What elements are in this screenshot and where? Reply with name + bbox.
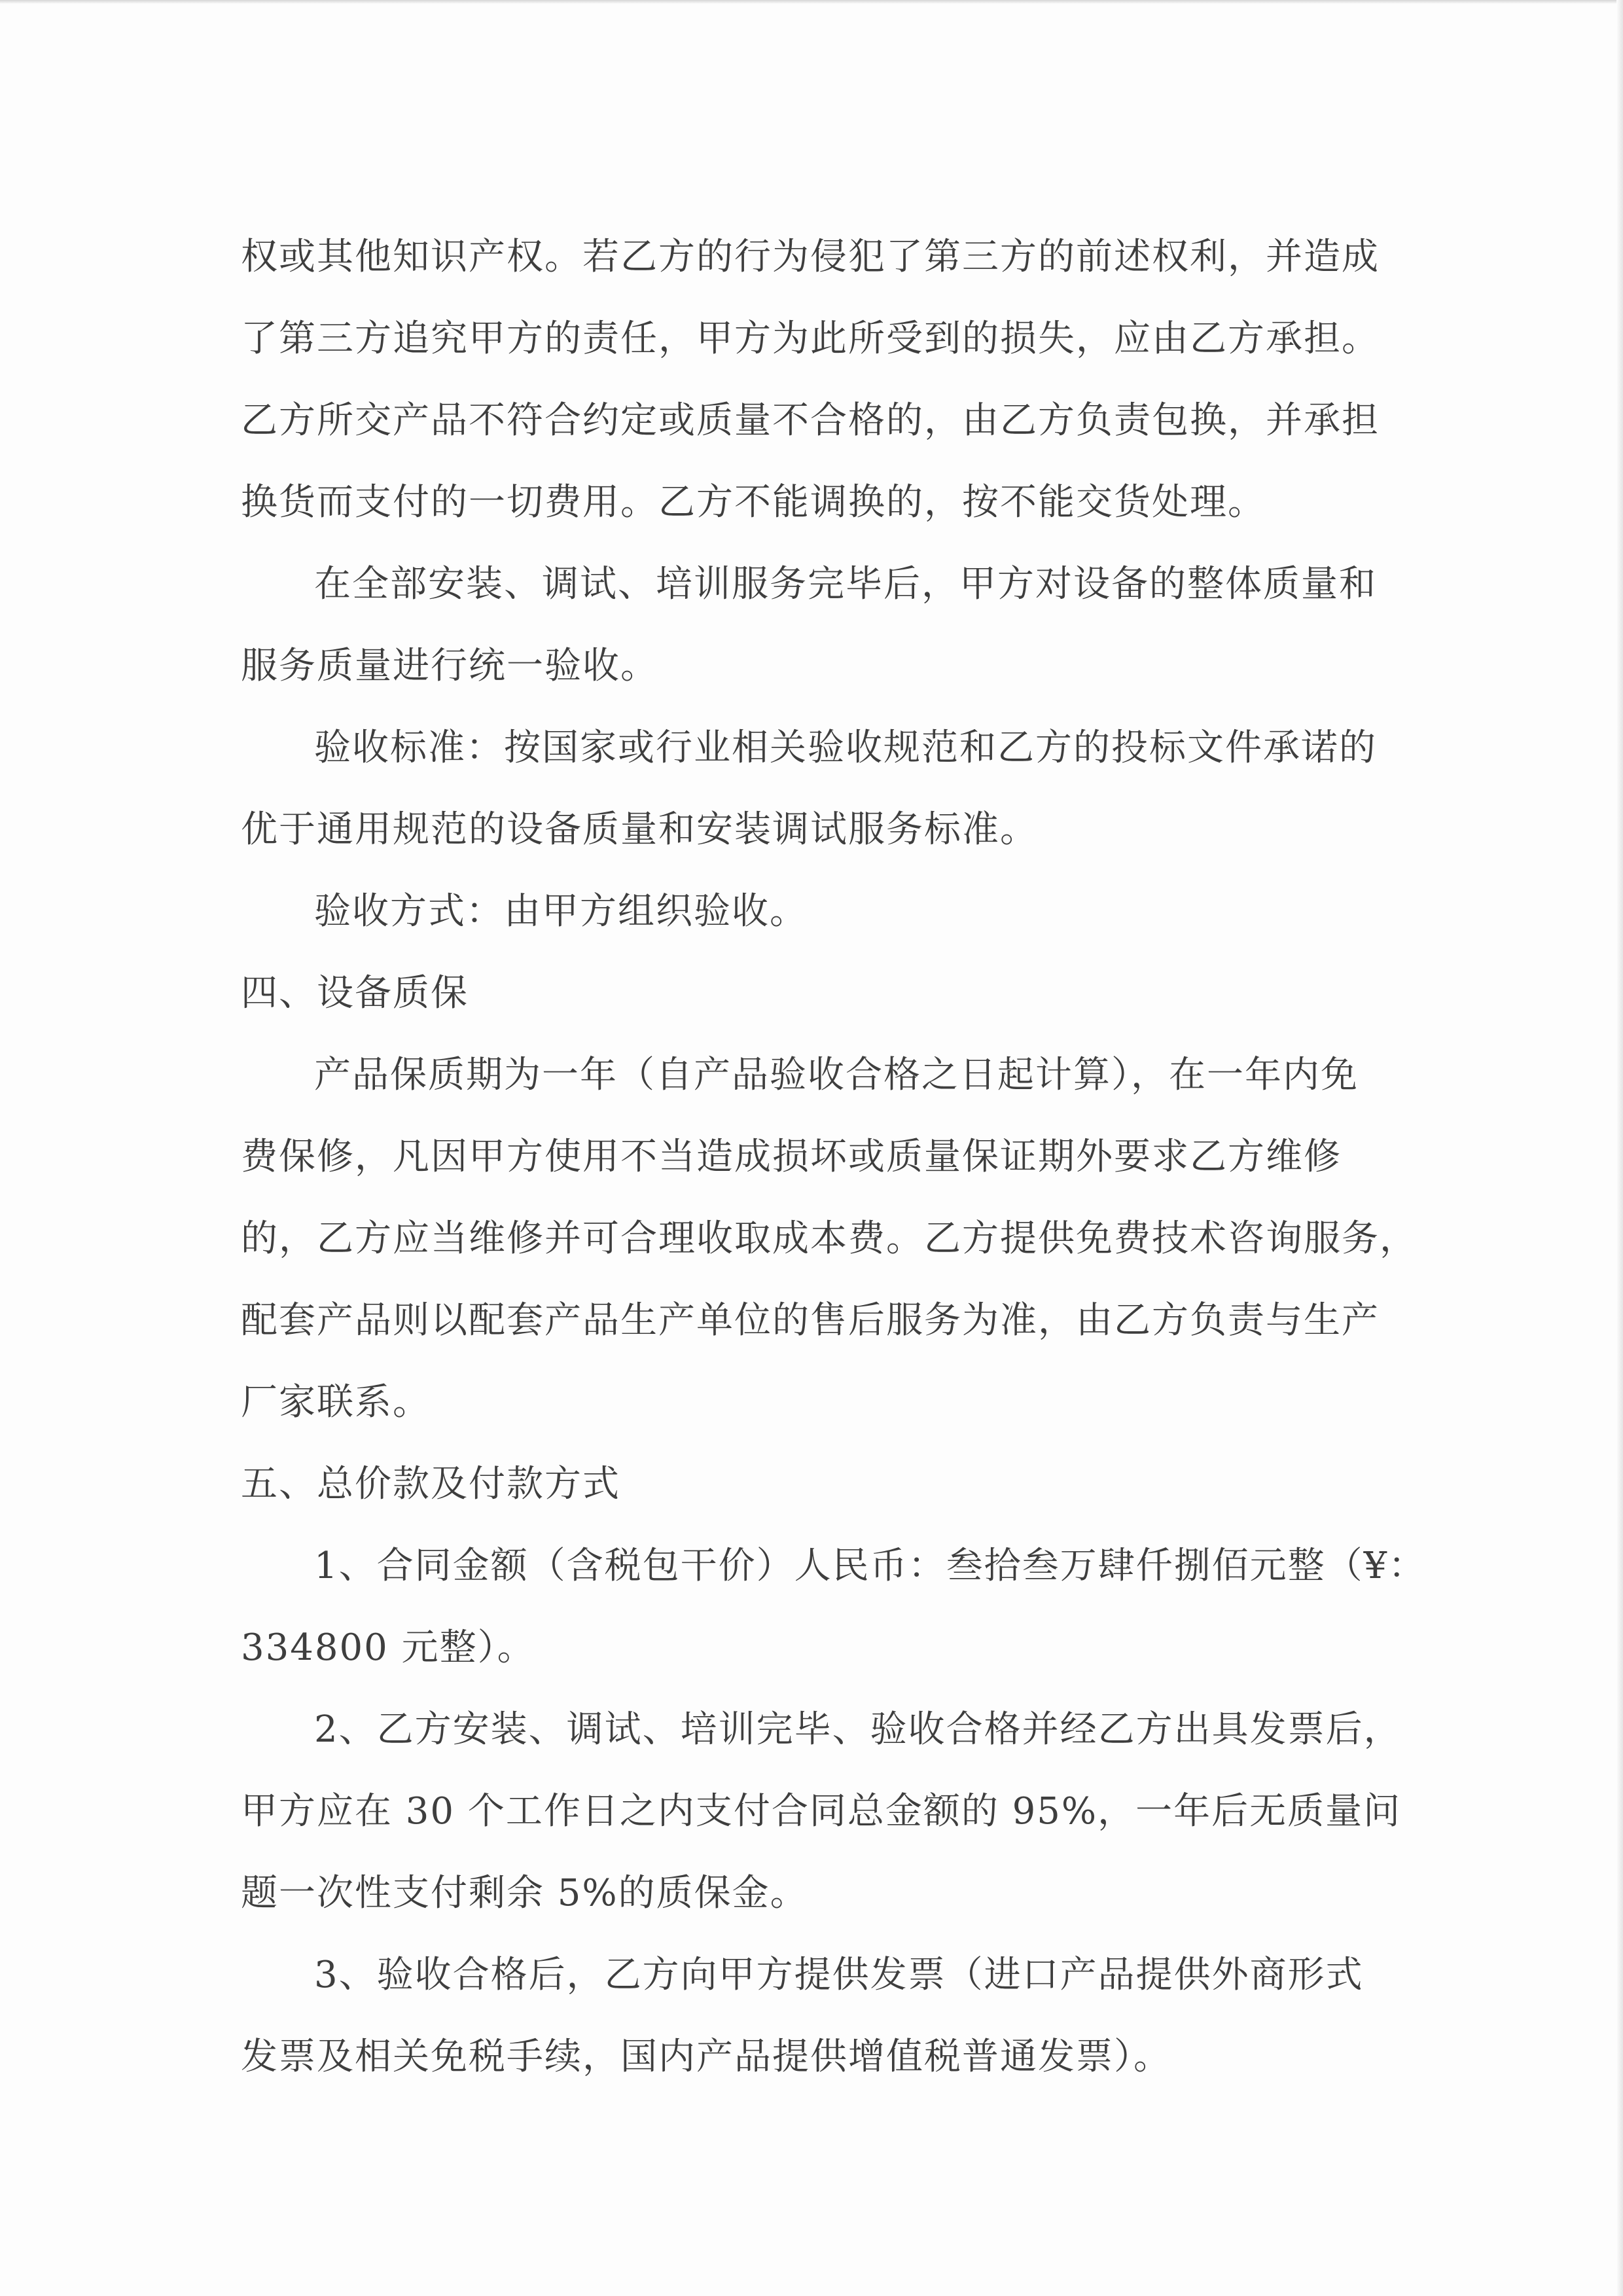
scan-right-edge bbox=[1616, 0, 1623, 2296]
text-line: 在全部安装、调试、培训服务完毕后，甲方对设备的整体质量和 bbox=[314, 563, 1377, 605]
text-line: 验收标准：按国家或行业相关验收规范和乙方的投标文件承诺的 bbox=[314, 726, 1377, 769]
section-heading-warranty: 四、设备质保 bbox=[241, 972, 469, 1014]
text-line: 3、验收合格后，乙方向甲方提供发票（进口产品提供外商形式 bbox=[314, 1954, 1364, 1996]
text-line: 验收方式：由甲方组织验收。 bbox=[314, 890, 808, 933]
text-line: 的，乙方应当维修并可合理收取成本费。乙方提供免费技术咨询服务， bbox=[241, 1217, 1418, 1260]
text-line: 乙方所交产品不符合约定或质量不合格的，由乙方负责包换，并承担 bbox=[241, 399, 1380, 442]
text-line: 配套产品则以配套产品生产单位的售后服务为准，由乙方负责与生产 bbox=[241, 1299, 1380, 1342]
section-heading-payment: 五、总价款及付款方式 bbox=[241, 1463, 620, 1505]
text-line: 权或其他知识产权。若乙方的行为侵犯了第三方的前述权利，并造成 bbox=[241, 236, 1380, 278]
text-line: 1、合同金额（含税包干价）人民币：叁拾叁万肆仟捌佰元整（¥： bbox=[314, 1545, 1427, 1587]
text-line: 题一次性支付剩余 5%的质保金。 bbox=[241, 1872, 808, 1914]
text-line: 优于通用规范的设备质量和安装调试服务标准。 bbox=[241, 808, 1038, 851]
contract-body bbox=[241, 216, 1427, 2098]
text-line: 了第三方追究甲方的责任，甲方为此所受到的损失，应由乙方承担。 bbox=[241, 317, 1380, 360]
scan-top-edge bbox=[0, 0, 1623, 4]
text-line: 甲方应在 30 个工作日之内支付合同总金额的 95%，一年后无质量问 bbox=[241, 1790, 1402, 1833]
text-line: 服务质量进行统一验收。 bbox=[241, 645, 658, 687]
text-line: 换货而支付的一切费用。乙方不能调换的，按不能交货处理。 bbox=[241, 481, 1266, 524]
text-line: 发票及相关免税手续，国内产品提供增值税普通发票）。 bbox=[241, 2036, 1171, 2078]
text-line: 厂家联系。 bbox=[241, 1381, 431, 1424]
text-line: 2、乙方安装、调试、培训完毕、验收合格并经乙方出具发票后， bbox=[314, 1708, 1402, 1751]
text-line: 334800 元整）。 bbox=[241, 1626, 535, 1669]
text-line: 费保修，凡因甲方使用不当造成损坏或质量保证期外要求乙方维修 bbox=[241, 1136, 1342, 1178]
text-line: 产品保质期为一年（自产品验收合格之日起计算），在一年内免 bbox=[314, 1054, 1359, 1096]
